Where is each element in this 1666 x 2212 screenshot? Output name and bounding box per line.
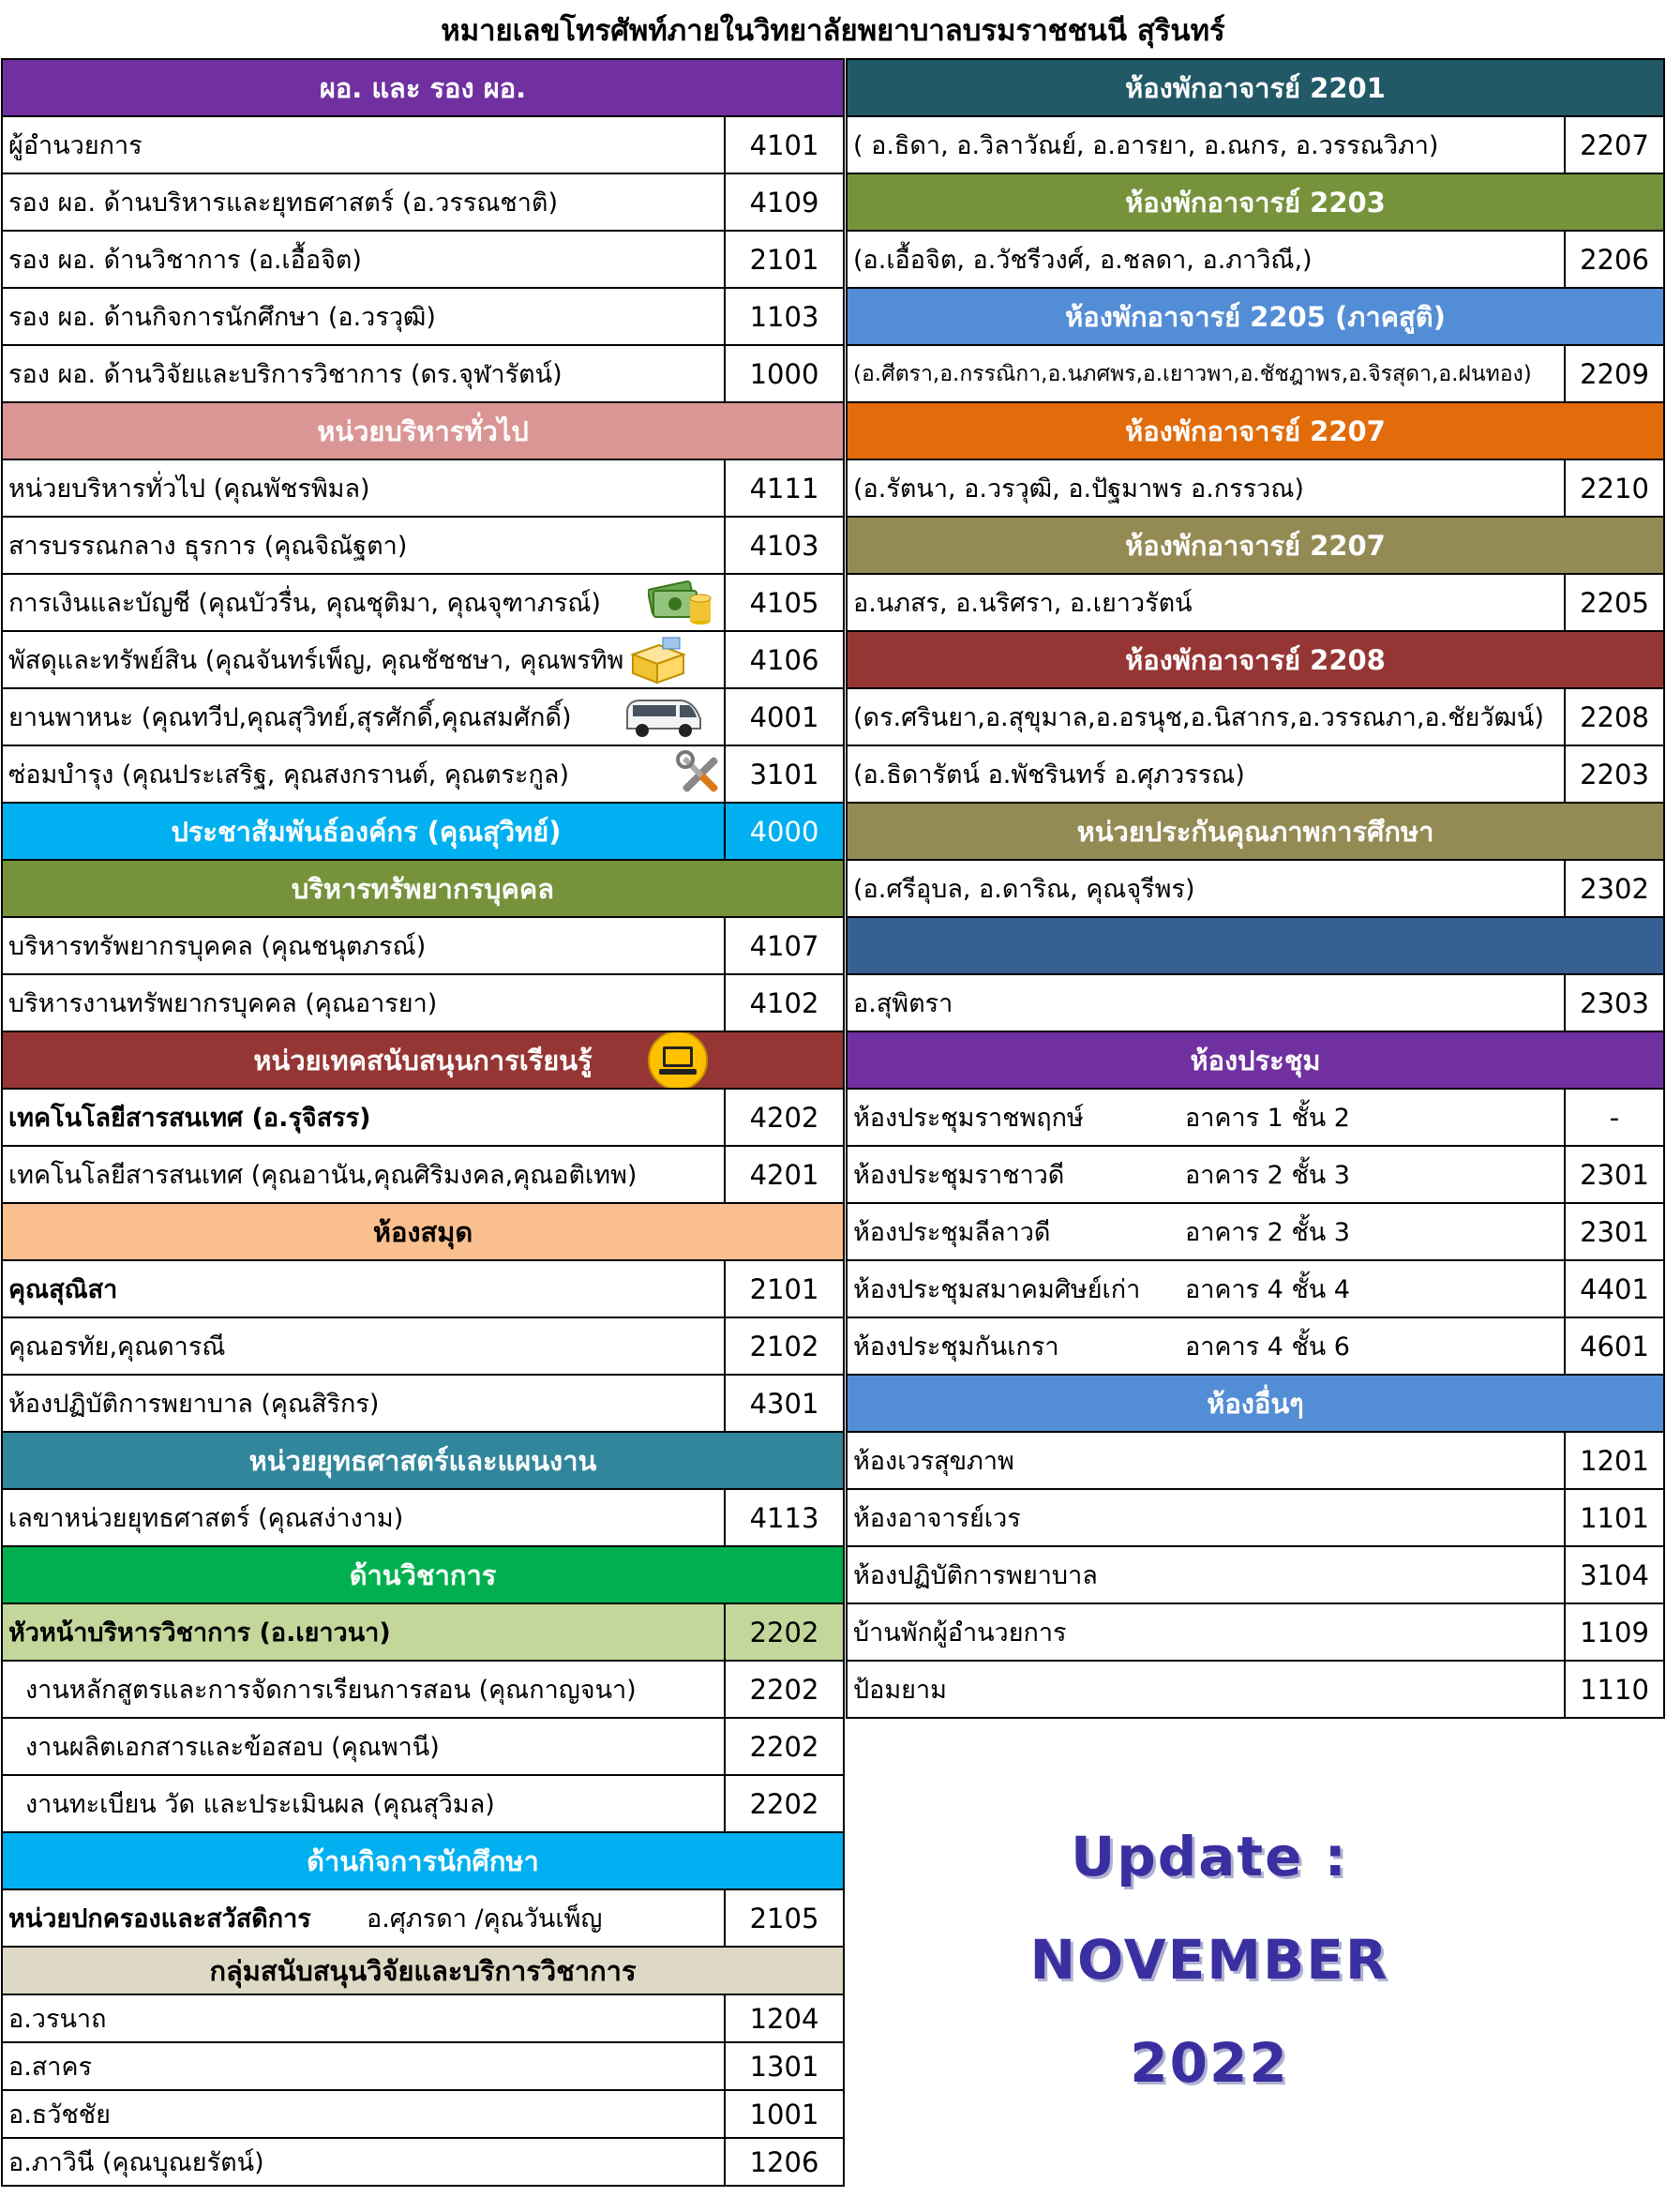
extension-number: 2101 (724, 1261, 843, 1317)
extension-owner (848, 1662, 1564, 1717)
owner-label: หน่วยบริหารทั่วไป (คุณพัชรพิมล) (8, 474, 370, 504)
extension-number: 4109 (724, 174, 843, 230)
directory-row (846, 1318, 1665, 1376)
section-header (846, 804, 1665, 861)
section-title: หน่วยบริหารทั่วไป (317, 414, 529, 447)
directory-row (1, 918, 845, 975)
extension-owner (3, 1490, 724, 1545)
extension-owner (3, 518, 724, 573)
owner-label: (อ.รัตนา, อ.วรวุฒิ, อ.ปัฐมาพร อ.กรรวณ) (853, 474, 1304, 504)
extension-number: 2105 (724, 1890, 843, 1946)
owner-label: ( อ.ธิดา, อ.วิลาวัณย์, อ.อารยา, อ.ณกร, อ.วรรณวิภา) (853, 131, 1439, 160)
directory-row (1, 2043, 845, 2091)
section-title: ห้องสมุด (372, 1215, 473, 1248)
owner-label: อ.สุพิตรา (853, 989, 953, 1018)
extension-owner (3, 2043, 724, 2089)
extension-owner (3, 1147, 724, 1202)
directory-row (846, 1090, 1665, 1147)
extension-number: 4101 (724, 117, 843, 173)
extension-number: 4000 (724, 804, 843, 859)
right-directory-column (846, 58, 1665, 1719)
update-month: NOVEMBER (1029, 1928, 1389, 1992)
directory-row (1, 518, 845, 575)
directory-row (1, 746, 845, 804)
extension-owner (3, 632, 724, 687)
owner-label: ห้องปฏิบัติการพยาบาล (คุณสิริกร) (8, 1390, 380, 1419)
extension-owner (848, 117, 1564, 173)
directory-row (1, 1662, 845, 1719)
location-detail: อาคาร 4 ชั้น 6 (1185, 1332, 1350, 1362)
section-header (1, 1833, 845, 1890)
directory-row (846, 1604, 1665, 1662)
owner-label: (อ.เอื้อจิต, อ.วัชรีวงศ์, อ.ชลดา, อ.ภาวิณี,) (853, 246, 1313, 275)
owner-label: ห้องประชุมสมาคมศิษย์เก่า (853, 1275, 1141, 1304)
directory-row (1, 804, 845, 861)
directory-row (846, 1204, 1665, 1261)
location-detail: อาคาร 1 ชั้น 2 (1185, 1104, 1350, 1133)
directory-row (846, 746, 1665, 804)
section-header (1, 861, 845, 918)
owner-label: อ.ภาวินี (คุณบุณยรัตน์) (8, 2148, 264, 2177)
extension-number: 1204 (724, 1995, 843, 2041)
section-title: ห้องประชุม (1190, 1044, 1321, 1076)
extension-owner (848, 1490, 1564, 1545)
extension-owner (3, 1890, 724, 1946)
extension-number: 4105 (724, 575, 843, 630)
owner-label: รอง ผอ. ด้านบริหารและยุทธศาสตร์ (อ.วรรณชาติ) (8, 188, 558, 218)
section-title: ห้องพักอาจารย์ 2205 (ภาคสูติ) (1065, 300, 1446, 333)
directory-row (846, 975, 1665, 1032)
directory-row (846, 117, 1665, 174)
directory-row (1, 1318, 845, 1376)
owner-label: อ.นภสร, อ.นริศรา, อ.เยาวรัตน์ (853, 589, 1193, 618)
directory-row (1, 632, 845, 689)
section-header (1, 403, 845, 460)
extension-owner (848, 975, 1564, 1031)
extension-number: 3104 (1564, 1547, 1663, 1603)
section-header (1, 1433, 845, 1490)
owner-label: งานหลักสูตรและการจัดการเรียนการสอน (คุณกาญจนา) (25, 1676, 637, 1705)
extension-number: 4401 (1564, 1261, 1663, 1317)
extension-number: 2207 (1564, 117, 1663, 173)
extension-owner (3, 460, 724, 516)
directory-row (846, 1490, 1665, 1547)
extension-number: 1201 (1564, 1433, 1663, 1488)
directory-row (1, 975, 845, 1032)
extension-owner (3, 1719, 724, 1774)
owner-label: บริหารทรัพยากรบุคคล (คุณชนุตภรณ์) (8, 932, 427, 961)
extension-number: 2209 (1564, 346, 1663, 401)
section-header (846, 1032, 1665, 1090)
extension-owner (848, 1547, 1564, 1603)
owner-label: หัวหน้าบริหารวิชาการ (อ.เยาวนา) (8, 1618, 391, 1648)
extension-owner (848, 1147, 1564, 1202)
location-detail: อาคาร 4 ชั้น 4 (1185, 1275, 1350, 1304)
section-title: ห้องพักอาจารย์ 2207 (1125, 414, 1386, 447)
section-header (846, 518, 1665, 575)
extension-owner (848, 1318, 1564, 1374)
owner-label: ซ่อมบำรุง (คุณประเสริฐ, คุณสงกรานต์, คุณตระกูล) (8, 760, 569, 790)
extension-number: 4001 (724, 689, 843, 745)
owner-label: งานผลิตเอกสารและข้อสอบ (คุณพานี) (25, 1733, 440, 1762)
extension-number: 1301 (724, 2043, 843, 2089)
section-title: กลุ่มสนับสนุนวิจัยและบริการวิชาการ (209, 1954, 637, 1987)
directory-row (1, 1490, 845, 1547)
extension-owner (848, 1433, 1564, 1488)
directory-row (846, 861, 1665, 918)
section-header (1, 1547, 845, 1604)
extension-number: 4202 (724, 1090, 843, 1145)
extension-owner (848, 1604, 1564, 1660)
location-detail: อ.ศุภรดา /คุณวันเพ็ญ (367, 1904, 603, 1934)
owner-label: เทคโนโลยีสารสนเทศ (อ.รุจิสรร) (8, 1104, 371, 1133)
extension-owner (3, 1261, 724, 1317)
money-icon (648, 576, 713, 632)
directory-row (1, 1147, 845, 1204)
directory-row (1, 1890, 845, 1948)
owner-label: เลขาหน่วยยุทธศาสตร์ (คุณสง่างาม) (8, 1504, 404, 1533)
section-title: หน่วยยุทธศาสตร์และแผนงาน (248, 1444, 597, 1477)
section-header (1, 1948, 845, 1995)
owner-label: ห้องอาจารย์เวร (853, 1504, 1021, 1533)
section-title: ห้องอื่นๆ (1207, 1387, 1304, 1420)
owner-label: (ดร.ศรินยา,อ.สุขุมาล,อ.อรนุช,อ.นิสากร,อ.วรรณภา,อ.ชัยวัฒน์) (853, 703, 1544, 732)
owner-label: ห้องเวรสุขภาพ (853, 1447, 1014, 1476)
owner-label: เทคโนโลยีสารสนเทศ (คุณอานัน,คุณศิริมงคล,คุณอติเทพ) (8, 1161, 638, 1190)
directory-row (1, 117, 845, 174)
extension-number: 1206 (724, 2139, 843, 2185)
owner-label: งานทะเบียน วัด และประเมินผล (คุณสุวิมล) (25, 1790, 495, 1819)
extension-owner (848, 1204, 1564, 1259)
directory-row (1, 2091, 845, 2139)
location-detail: อาคาร 2 ชั้น 3 (1185, 1161, 1350, 1190)
owner-label: อ.ธวัชชัย (8, 2100, 111, 2129)
update-notice (938, 1805, 1481, 2114)
extension-owner (3, 174, 724, 230)
extension-number: 2303 (1564, 975, 1663, 1031)
owner-label: ห้องประชุมกันเกรา (853, 1332, 1059, 1362)
extension-owner (848, 346, 1564, 401)
owner-label: อ.สาคร (8, 2053, 93, 2082)
directory-row (846, 1547, 1665, 1604)
extension-number: 1101 (1564, 1490, 1663, 1545)
section-title: ด้านวิชาการ (349, 1558, 497, 1591)
owner-label: ผู้อำนวยการ (8, 131, 143, 160)
directory-row (846, 1261, 1665, 1318)
directory-row (1, 232, 845, 289)
extension-owner (3, 746, 724, 802)
directory-row (1, 1604, 845, 1662)
extension-number: 4103 (724, 518, 843, 573)
extension-number: 1000 (724, 346, 843, 401)
extension-number: 4113 (724, 1490, 843, 1545)
directory-row (846, 1147, 1665, 1204)
extension-number: 1103 (724, 289, 843, 344)
extension-number: 4201 (724, 1147, 843, 1202)
extension-number: 2202 (724, 1719, 843, 1774)
section-header (1, 1032, 845, 1090)
section-header (846, 403, 1665, 460)
extension-owner (3, 1776, 724, 1831)
owner-label: ห้องประชุมราชพฤกษ์ (853, 1104, 1084, 1133)
directory-row (1, 346, 845, 403)
directory-row (1, 1261, 845, 1318)
section-header (846, 632, 1665, 689)
section-header (846, 918, 1665, 975)
extension-number: 2203 (1564, 746, 1663, 802)
extension-owner (3, 1376, 724, 1431)
section-title: ห้องพักอาจารย์ 2203 (1125, 186, 1386, 218)
supplies-box-icon (625, 634, 691, 689)
section-header (846, 174, 1665, 232)
extension-owner (848, 861, 1564, 916)
section-header (1, 60, 845, 117)
extension-number: 2208 (1564, 689, 1663, 745)
extension-number: 2301 (1564, 1147, 1663, 1202)
extension-owner (3, 2091, 724, 2137)
owner-label: คุณสุณิสา (8, 1275, 118, 1304)
owner-label: (อ.ศรีอุบล, อ.ดาริณ, คุณจุรีพร) (853, 875, 1195, 904)
owner-label: (อ.ศีตรา,อ.กรรณิกา,อ.นภศพร,อ.เยาวพา,อ.ชัชฎาพร,อ.จิรสุดา,อ.ฝนทอง) (853, 361, 1532, 386)
extension-owner (848, 575, 1564, 630)
extension-owner (848, 232, 1564, 287)
extension-owner (3, 289, 724, 344)
extension-owner (3, 689, 724, 745)
directory-row (1, 1376, 845, 1433)
section-title: ห้องพักอาจารย์ 2201 (1125, 71, 1386, 104)
directory-row (1, 289, 845, 346)
owner-label: คุณอรทัย,คุณดารณี (8, 1332, 226, 1362)
extension-number: 2210 (1564, 460, 1663, 516)
directory-row (1, 1776, 845, 1833)
directory-row (1, 1090, 845, 1147)
owner-label: รอง ผอ. ด้านวิชาการ (อ.เอื้อจิต) (8, 246, 362, 275)
owner-label: บ้านพักผู้อำนวยการ (853, 1618, 1067, 1648)
extension-owner (3, 232, 724, 287)
extension-number: 4102 (724, 975, 843, 1031)
section-header (846, 1376, 1665, 1433)
extension-number: 4301 (724, 1376, 843, 1431)
extension-owner (3, 975, 724, 1031)
owner-label: สารบรรณกลาง ธุรการ (คุณจิณัฐตา) (8, 532, 408, 561)
van-icon (623, 693, 704, 745)
extension-number: 2301 (1564, 1204, 1663, 1259)
directory-row (1, 1995, 845, 2043)
extension-number: 2101 (724, 232, 843, 287)
update-year: 2022 (1130, 2031, 1289, 2095)
left-directory-column (1, 58, 845, 2187)
owner-label: หน่วยปกครองและสวัสดิการ (8, 1904, 311, 1934)
extension-owner (848, 1090, 1564, 1145)
extension-number: - (1564, 1090, 1663, 1145)
owner-label: ป้อมยาม (853, 1676, 947, 1705)
extension-owner (3, 918, 724, 973)
extension-owner (3, 1662, 724, 1717)
directory-row (846, 689, 1665, 746)
section-title: ห้องพักอาจารย์ 2208 (1125, 643, 1386, 676)
extension-number: 2202 (724, 1604, 843, 1660)
section-title: ด้านกิจการนักศึกษา (307, 1844, 539, 1877)
extension-number: 4106 (724, 632, 843, 687)
owner-label: ห้องปฏิบัติการพยาบาล (853, 1561, 1098, 1590)
section-header (846, 289, 1665, 346)
section-header (1, 1204, 845, 1261)
extension-owner (3, 1090, 724, 1145)
tools-icon (674, 748, 727, 804)
extension-number: 2205 (1564, 575, 1663, 630)
extension-owner (3, 2139, 724, 2185)
laptop-icon (647, 1032, 709, 1090)
owner-label: ห้องประชุมลีลาวดี (853, 1218, 1051, 1247)
owner-label: รอง ผอ. ด้านวิจัยและบริการวิชาการ (ดร.จุฬารัตน์) (8, 360, 563, 389)
owner-label: พัสดุและทรัพย์สิน (คุณจันทร์เพ็ญ, คุณชัชชษา, คุณพรทิพ (8, 646, 624, 675)
extension-number: 2202 (724, 1776, 843, 1831)
extension-owner (3, 1604, 724, 1660)
section-header (846, 60, 1665, 117)
extension-owner (3, 1995, 724, 2041)
directory-row (846, 575, 1665, 632)
section-title: บริหารทรัพยากรบุคคล (291, 872, 555, 905)
directory-row (1, 575, 845, 632)
directory-row (846, 232, 1665, 289)
section-title: หน่วยเทคสนับสนุนการเรียนรู้ (253, 1044, 593, 1076)
section-title: ผอ. และ รอง ผอ. (319, 71, 527, 104)
extension-number: 1001 (724, 2091, 843, 2137)
owner-label: ประชาสัมพันธ์องค์กร (คุณสุวิทย์) (171, 815, 562, 848)
directory-row (846, 460, 1665, 518)
extension-number: 1110 (1564, 1662, 1663, 1717)
extension-owner (3, 804, 724, 859)
update-label: Update : (1071, 1825, 1348, 1888)
owner-label: (อ.ธิดารัตน์ อ.พัชรินทร์ อ.ศุภวรรณ) (853, 760, 1245, 790)
extension-owner (3, 1318, 724, 1374)
directory-row (846, 1433, 1665, 1490)
directory-row (1, 1719, 845, 1776)
directory-row (846, 346, 1665, 403)
owner-label: รอง ผอ. ด้านกิจการนักศึกษา (อ.วรวุฒิ) (8, 303, 436, 332)
extension-owner (848, 746, 1564, 802)
extension-owner (3, 346, 724, 401)
extension-number: 2302 (1564, 861, 1663, 916)
extension-number: 4111 (724, 460, 843, 516)
location-detail: อาคาร 2 ชั้น 3 (1185, 1218, 1350, 1247)
extension-number: 2206 (1564, 232, 1663, 287)
directory-row (1, 689, 845, 746)
extension-number: 2202 (724, 1662, 843, 1717)
directory-row (1, 174, 845, 232)
directory-row (846, 1662, 1665, 1719)
extension-number: 3101 (724, 746, 843, 802)
directory-row (1, 460, 845, 518)
owner-label: บริหารงานทรัพยากรบุคคล (คุณอารยา) (8, 989, 438, 1018)
section-title: หน่วยประกันคุณภาพการศึกษา (1076, 815, 1434, 848)
owner-label: ยานพาหนะ (คุณทวีป,คุณสุวิทย์,สุรศักดิ์,คุณสมศักดิ์) (8, 703, 572, 732)
owner-label: อ.วรนาถ (8, 2005, 107, 2034)
extension-owner (848, 689, 1564, 745)
extension-owner (3, 117, 724, 173)
directory-row (1, 2139, 845, 2187)
extension-number: 4107 (724, 918, 843, 973)
owner-label: ห้องประชุมราชาวดี (853, 1161, 1065, 1190)
extension-number: 1109 (1564, 1604, 1663, 1660)
extension-number: 2102 (724, 1318, 843, 1374)
page-title: หมายเลขโทรศัพท์ภายในวิทยาลัยพยาบาลบรมราชชนนี สุรินทร์ (441, 14, 1225, 48)
extension-number: 4601 (1564, 1318, 1663, 1374)
owner-label: การเงินและบัญชี (คุณบัวรื่น, คุณชุติมา, คุณจุฑาภรณ์) (8, 589, 601, 618)
section-title: ห้องพักอาจารย์ 2207 (1125, 529, 1386, 562)
extension-owner (848, 460, 1564, 516)
extension-owner (848, 1261, 1564, 1317)
extension-owner (3, 575, 724, 630)
